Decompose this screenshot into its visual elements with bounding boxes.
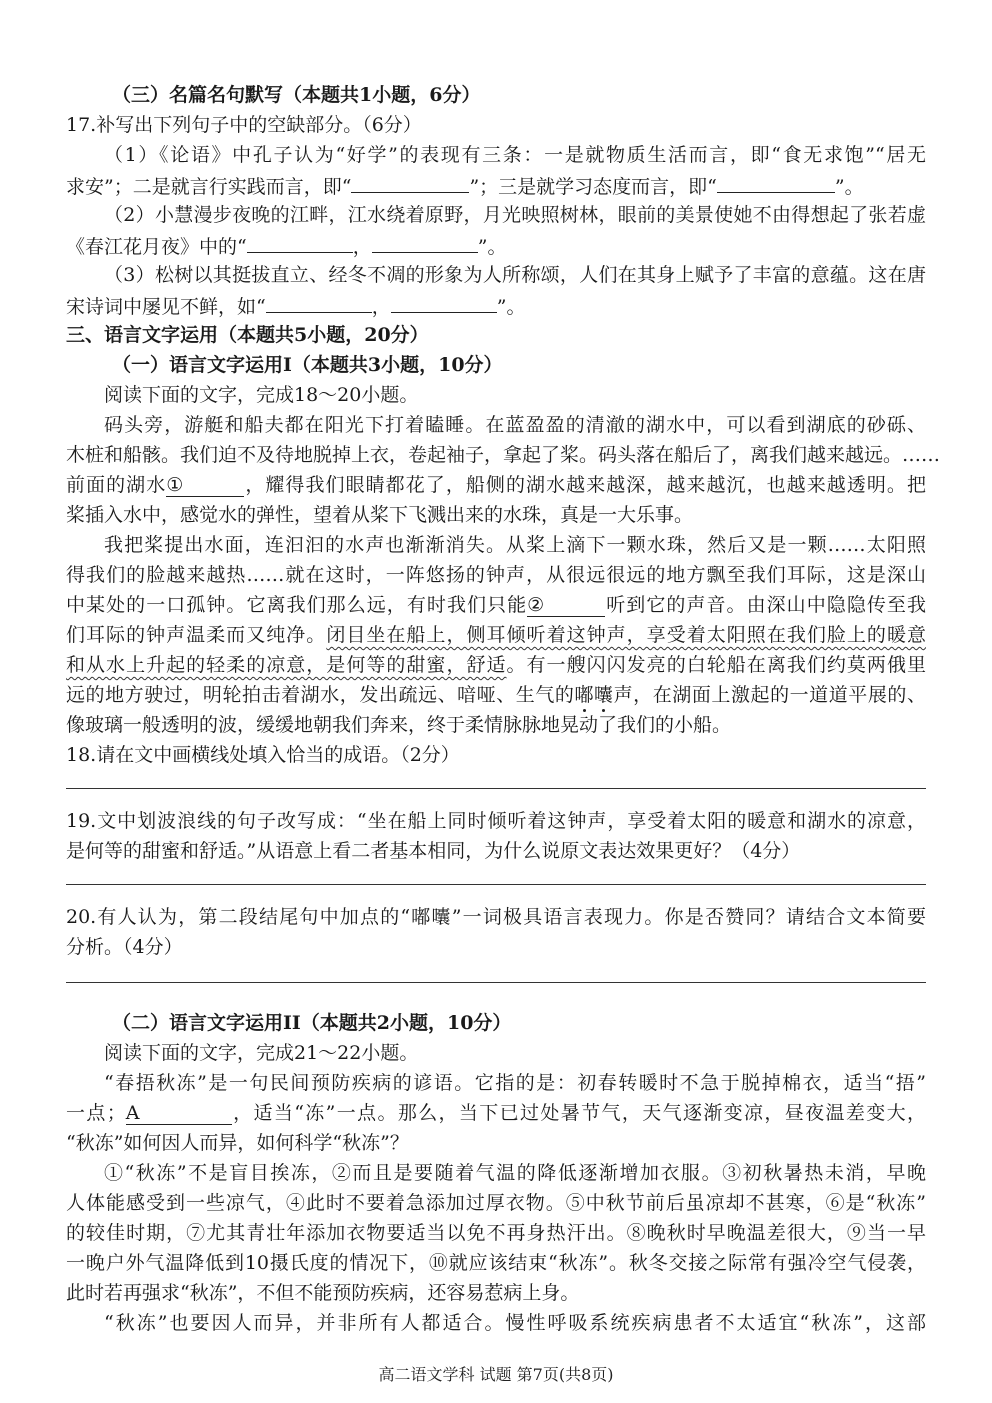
- q17-item2-line1: （2）小慧漫步夜晚的江畔，江水绕着原野，月光映照树林，眼前的美景使她不由得想起了张若虚: [104, 204, 926, 226]
- passage2-line: 人体能感受到一些凉气，④此时不要着急添加过厚衣物。⑤中秋节前后虽凉却不甚寒，⑥是“秋冻”: [66, 1192, 926, 1214]
- idiom-blank-1[interactable]: ①: [166, 474, 244, 497]
- passage1-line: 得我们的脸越来越热……就在这时，一阵悠扬的钟声，从很远很远的地方飘至我们耳际，这是深山: [66, 564, 926, 586]
- answer-blank[interactable]: [351, 170, 469, 193]
- q17-item1-line2: 求安”；二是就言行实践而言，即“ ”；三是就学习态度而言，即“ ”。: [66, 170, 926, 200]
- passage2-line: “秋冻”如何因人而异，如何科学“秋冻”？: [66, 1132, 409, 1154]
- q17-stem: 17.补写出下列句子中的空缺部分。（6分）: [66, 114, 422, 136]
- answer-blank-a[interactable]: A: [126, 1102, 232, 1125]
- answer-blank[interactable]: [391, 290, 497, 313]
- subsection-2-intro: 阅读下面的文字，完成21～22小题。: [104, 1042, 419, 1064]
- passage1-line: 中某处的一口孤钟。它离我们那么远，有时我们只能② 听到它的声音。由深山中隐隐传至我: [66, 594, 926, 616]
- subsection-1-title: （一）语言文字运用Ⅰ（本题共3小题，10分）: [112, 354, 503, 376]
- passage1-line: 前面的湖水① ，耀得我们眼睛都花了，船侧的湖水越来越深，越来越沉，也越来越透明。把: [66, 474, 926, 496]
- emphasis-dotted-char: 囔: [594, 684, 614, 706]
- answer-line[interactable]: [66, 866, 926, 902]
- q17-item2-line2: 《春江花月夜》中的“ ， ”。: [66, 230, 926, 260]
- answer-blank[interactable]: [717, 170, 835, 193]
- subsection-1-intro: 阅读下面的文字，完成18～20小题。: [104, 384, 419, 406]
- q19-stem-line1: 19.文中划波浪线的句子改写成：“坐在船上同时倾听着这钟声，享受着太阳的暖意和湖水的凉意，: [66, 810, 926, 832]
- passage1-line: 我把桨提出水面，连汩汩的水声也渐渐消失。从桨上滴下一颗水珠，然后又是一颗……太阳照: [104, 534, 926, 556]
- passage2-line: 的较佳时期，⑦尤其青壮年添加衣物要适当以免不再身热汗出。⑧晚秋时早晚温差很大，⑨当一早: [66, 1222, 926, 1244]
- passage1-line: 们耳际的钟声温柔而又纯净。闭目坐在船上，侧耳倾听着这钟声，享受着太阳照在我们脸上的暖意: [66, 624, 926, 646]
- passage1-line: 桨插入水中，感觉水的弹性，望着从桨下飞溅出来的水珠，真是一大乐事。: [66, 504, 694, 526]
- passage1-line: 像玻璃一般透明的波，缓缓地朝我们奔来，终于柔情脉脉地晃动了我们的小船。: [66, 714, 732, 736]
- q20-stem-line2: 分析。（4分）: [66, 936, 183, 958]
- answer-line[interactable]: [66, 770, 926, 806]
- passage2-line: 一点；A ，适当“冻”一点。那么，当下已过处暑节气，天气逐渐变凉，昼夜温差变大，: [66, 1102, 926, 1124]
- answer-line[interactable]: [66, 962, 926, 1002]
- passage2-line: 此时若再强求“秋冻”，不但不能预防疾病，还容易惹病上身。: [66, 1282, 580, 1304]
- wavy-underlined-sentence: 和从水上升起的轻柔的凉意，是何等的甜蜜，舒适: [66, 654, 507, 676]
- q17-item3-line1: （3）松树以其挺拔直立、经冬不凋的形象为人所称颂，人们在其身上赋予了丰富的意蕴。这在唐: [104, 264, 926, 286]
- q20-stem-line1: 20.有人认为，第二段结尾句中加点的“嘟囔”一词极具语言表现力。你是否赞同？请结合文本简要: [66, 906, 926, 928]
- passage1-line: 码头旁，游艇和船夫都在阳光下打着瞌睡。在蓝盈盈的清澈的湖水中，可以看到湖底的砂砾、: [104, 414, 926, 436]
- passage1-line: 远的地方驶过，明轮拍击着湖水，发出疏远、喑哑、生气的嘟囔声，在湖面上激起的一道道平展的、: [66, 684, 926, 706]
- wavy-underlined-sentence: 闭目坐在船上，侧耳倾听着这钟声，享受着太阳照在我们脸上的暖意: [326, 624, 926, 646]
- part-3-title: 三、语言文字运用（本题共5小题，20分）: [66, 324, 429, 346]
- subsection-2-title: （二）语言文字运用II（本题共2小题，10分）: [112, 1012, 512, 1034]
- section-title-famous-lines: （三）名篇名句默写（本题共1小题，6分）: [112, 84, 481, 106]
- answer-blank[interactable]: [266, 290, 372, 313]
- q18-stem: 18.请在文中画横线处填入恰当的成语。（2分）: [66, 744, 460, 766]
- emphasis-dotted-char: 嘟: [574, 684, 595, 706]
- q17-item3-line2: 宋诗词中屡见不鲜，如“ ， ”。: [66, 290, 926, 320]
- passage2-line: 一晚户外气温降低到10摄氏度的情况下，⑩就应该结束“秋冻”。秋冬交接之际常有强冷空气侵袭，: [66, 1252, 926, 1274]
- passage1-line: 和从水上升起的轻柔的凉意，是何等的甜蜜，舒适。有一艘闪闪发亮的白轮船在离我们约莫两俄里: [66, 654, 926, 676]
- q17-item1-line1: （1）《论语》中孔子认为“好学”的表现有三条：一是就物质生活而言，即“食无求饱”“居无: [104, 144, 926, 166]
- answer-blank[interactable]: [372, 230, 478, 253]
- idiom-blank-2[interactable]: ②: [527, 594, 605, 617]
- passage2-line: “春捂秋冻”是一句民间预防疾病的谚语。它指的是：初春转暖时不急于脱掉棉衣，适当“捂”: [104, 1072, 926, 1094]
- passage2-line: ①“秋冻”不是盲目挨冻，②而且是要随着气温的降低逐渐增加衣服。③初秋暑热未消，早晚: [104, 1162, 926, 1184]
- passage2-line: “秋冻”也要因人而异，并非所有人都适合。慢性呼吸系统疾病患者不太适宜“秋冻”，这部: [104, 1312, 926, 1334]
- answer-blank[interactable]: [247, 230, 353, 253]
- q19-stem-line2: 是何等的甜蜜和舒适。”从语意上看二者基本相同，为什么说原文表达效果更好？（4分）: [66, 840, 801, 862]
- page-footer: 高二语文学科 试题 第7页(共8页): [378, 1365, 614, 1384]
- passage1-line: 木桩和船骸。我们迫不及待地脱掉上衣，卷起袖子，拿起了桨。码头落在船后了，离我们越来越远。……: [66, 444, 941, 466]
